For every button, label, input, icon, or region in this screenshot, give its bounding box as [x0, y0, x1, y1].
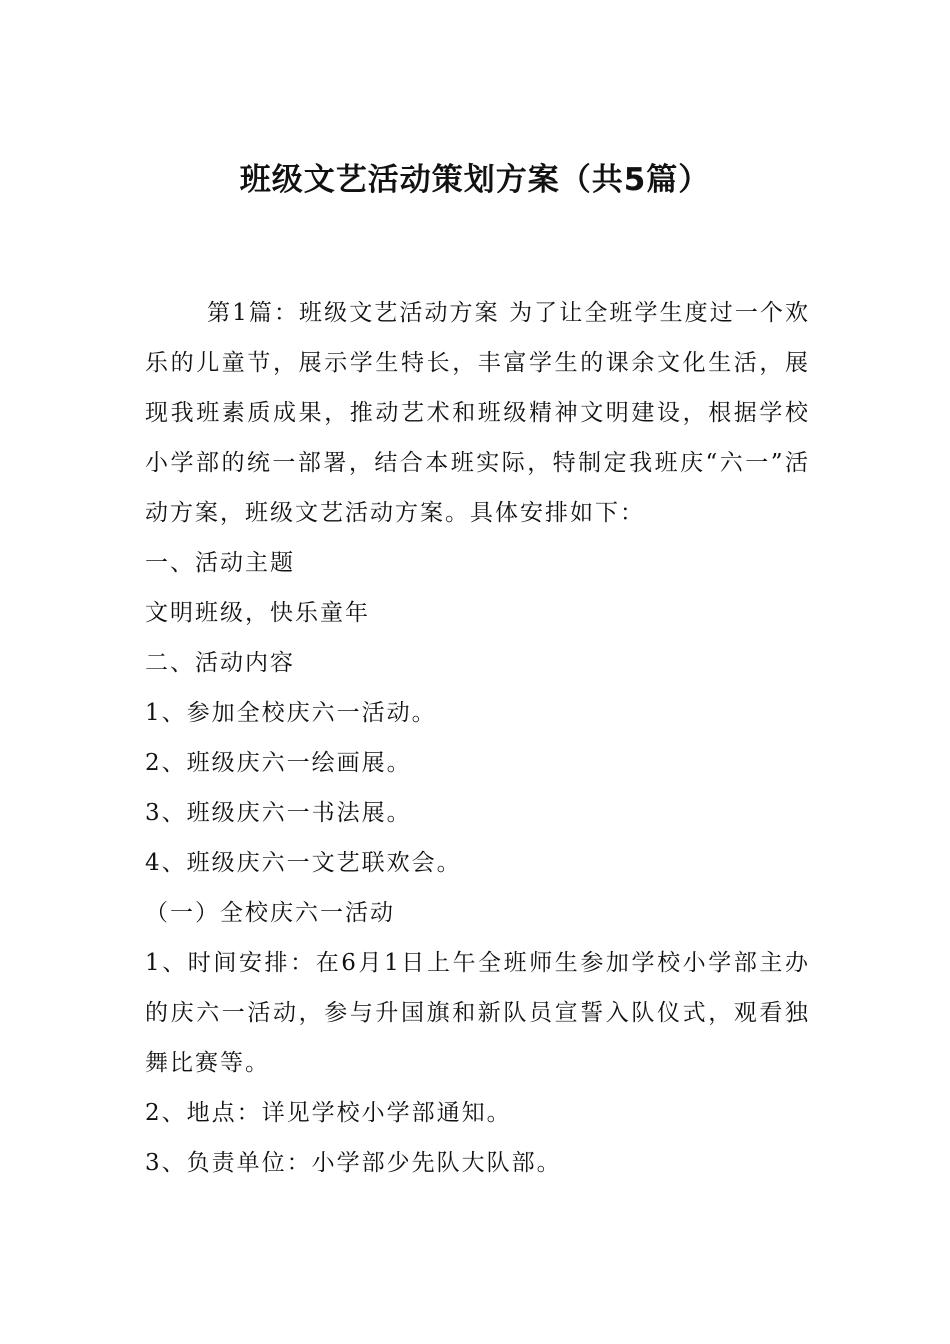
intro-paragraph: 第1篇：班级文艺活动方案 为了让全班学生度过一个欢乐的儿童节，展示学生特长，丰富学生的课余文化生活，展现我班素质成果，推动艺术和班级精神文明建设，根据学校小学部的统一部署，结合本班实际，特制定我班庆“六一”活动方案，班级文艺活动方案。具体安排如下： — [145, 300, 810, 526]
list-item: 1、参加全校庆六一活动。 — [145, 700, 437, 726]
list-item: 2、班级庆六一绘画展。 — [145, 750, 412, 776]
responsible-text: 3、负责单位：小学部少先队大队部。 — [145, 1150, 562, 1176]
schedule-paragraph: 1、时间安排：在6月1日上午全班师生参加学校小学部主办的庆六一活动，参与升国旗和新队员宣誓入队仪式，观看独舞比赛等。 — [145, 950, 810, 1076]
section-heading-content: 二、活动内容 — [145, 650, 295, 676]
list-item: 3、班级庆六一书法展。 — [145, 800, 412, 826]
document-title: 班级文艺活动策划方案（共5篇） — [239, 162, 711, 198]
subsection-heading: （一）全校庆六一活动 — [145, 900, 395, 926]
section-heading-theme: 一、活动主题 — [145, 550, 295, 576]
theme-text: 文明班级，快乐童年 — [145, 600, 370, 626]
list-item: 4、班级庆六一文艺联欢会。 — [145, 850, 462, 876]
location-text: 2、地点：详见学校小学部通知。 — [145, 1100, 512, 1126]
document-body — [145, 288, 810, 1188]
